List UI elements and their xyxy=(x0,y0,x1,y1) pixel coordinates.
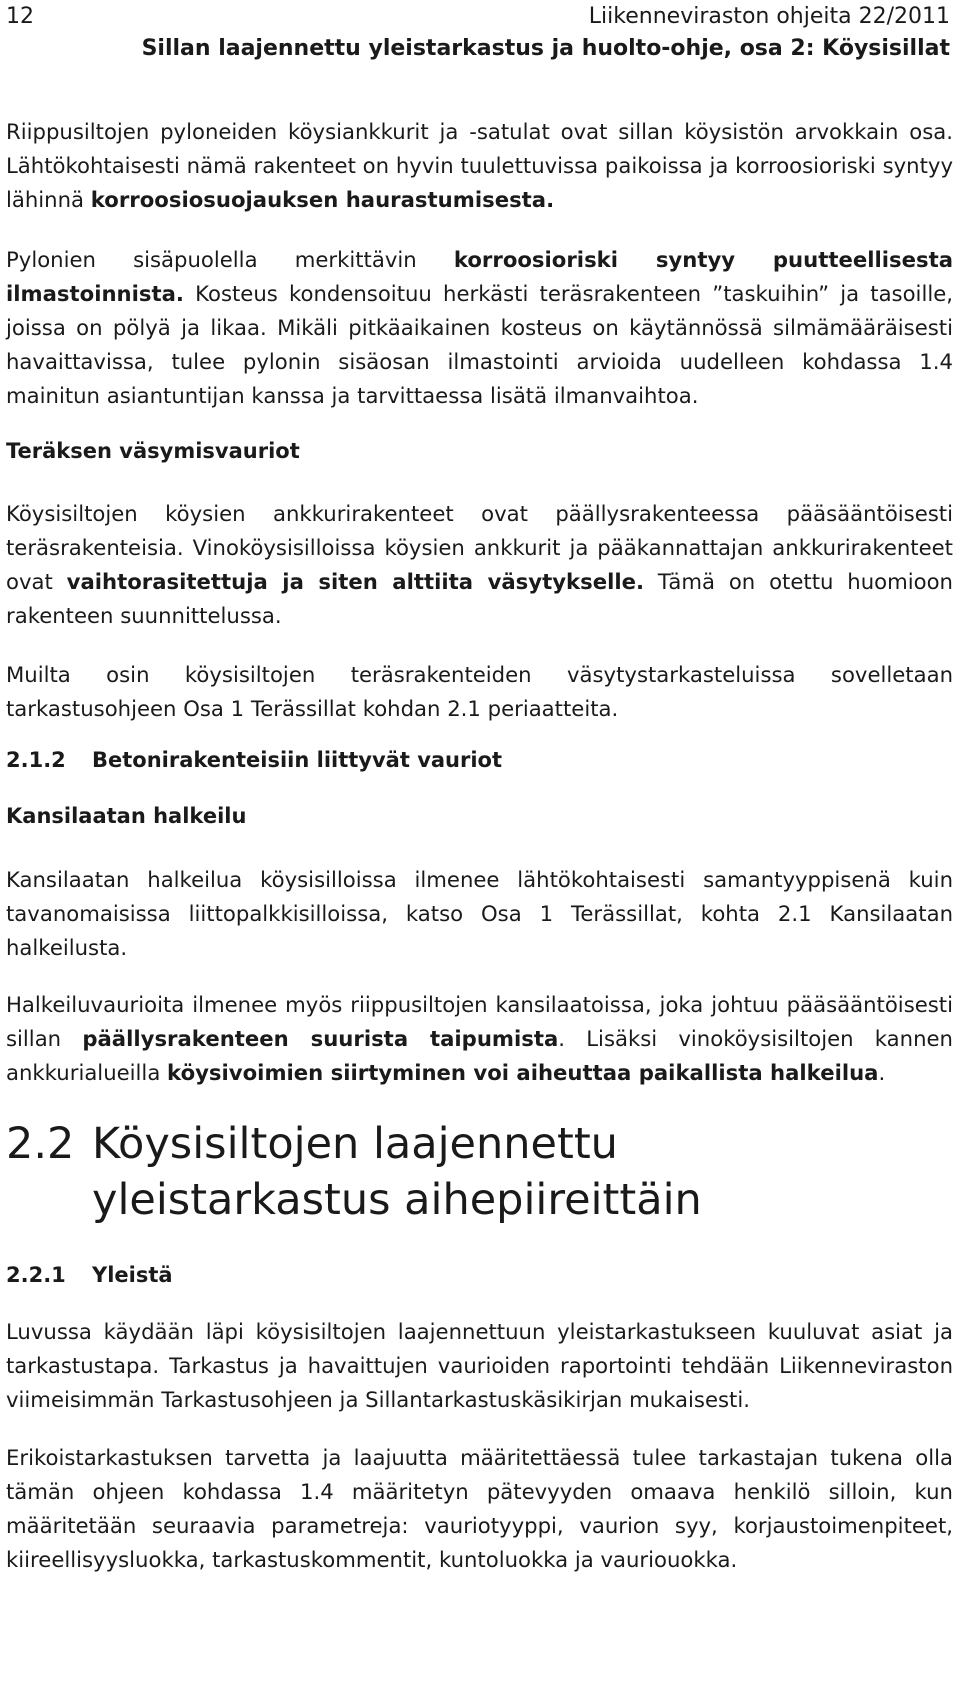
section-title: Köysisiltojen laajennettu yleistarkastus aihepiireittäin xyxy=(92,1119,702,1225)
emphasis-text: päällysrakenteen suurista taipumista xyxy=(82,1026,559,1051)
paragraph-pylon-anchors xyxy=(6,115,953,217)
emphasis-text: korroosiosuojauksen haurastumisesta. xyxy=(90,187,555,212)
text-run: . xyxy=(878,1060,886,1085)
paragraph-chapter-intro: Luvussa käydään läpi köysisiltojen laajennettuun yleistarkastukseen kuuluvat asiat ja tarkastustapa. Tarkastus ja havaittujen vaurioiden raportointi tehdään Liikenneviraston viimeisimmän Tarkastusohjeen ja Sillantarkastuskäsikirjan mukaisesti. xyxy=(6,1319,953,1412)
page-number: 12 xyxy=(6,4,34,29)
document-title: Sillan laajennettu yleistarkastus ja huolto-ohje, osa 2: Köysisillat xyxy=(141,36,950,61)
emphasis-text: korroosioriski syntyy puutteellisesta ilmastoinnista. xyxy=(6,247,953,306)
subheading-fatigue-damage: Teräksen väsymisvauriot xyxy=(6,439,300,463)
paragraph-pylon-interior xyxy=(6,243,953,413)
text-run: Riippusiltojen pyloneiden köysiankkurit ja -satulat ovat sillan köysistön arvokkain osa. Lähtökohtaisesti nämä rakenteet on hyvin tuulettuvissa paikoissa ja korroosioriski syntyy lähinnä xyxy=(6,119,953,212)
paragraph-steel-fatigue: Muilta osin köysisiltojen teräsrakenteiden väsytystarkasteluissa sovelletaan tarkastusohjeen Osa 1 Terässillat kohdan 2.1 periaatteita. xyxy=(6,662,953,721)
section-number: 2.2.1 xyxy=(6,1263,66,1287)
section-title: Betonirakenteisiin liittyvät vauriot xyxy=(92,748,503,772)
text-run: Pylonien sisäpuolella merkittävin xyxy=(6,247,454,272)
paragraph-cracking-damage xyxy=(6,988,953,1090)
section-title: Yleistä xyxy=(92,1263,173,1287)
section-number: 2.1.2 xyxy=(6,748,66,772)
text-run: Halkeiluvaurioita ilmenee myös riippusiltojen kansilaatoissa, joka johtuu pääsääntöisesti sillan xyxy=(6,992,953,1051)
text-run: . Lisäksi vinoköysisiltojen kannen ankkurialueilla xyxy=(6,1026,953,1085)
section-heading-2-1-2 xyxy=(6,748,502,772)
section-heading-2-2 xyxy=(6,1116,946,1228)
paragraph-special-inspection: Erikoistarkastuksen tarvetta ja laajuutta määritettäessä tulee tarkastajan tukena olla tämän ohjeen kohdassa 1.4 määritetyn pätevyyden omaava henkilö silloin, kun määritetään seuraavia parametreja: vauriotyyppi, vaurion syy, korjaustoimenpiteet, kiireellisyysluokka, tarkastuskommentit, kuntoluokka ja vauriouokka. xyxy=(6,1445,953,1572)
text-run: Köysisiltojen köysien ankkurirakenteet ovat päällysrakenteessa pääsääntöisesti teräsrakenteisia. Vinoköysisilloissa köysien ankkurit ja pääkannattajan ankkurirakenteet ovat xyxy=(6,501,953,594)
text-run: Tämä on otettu huomioon rakenteen suunnittelussa. xyxy=(6,569,953,628)
paragraph-anchor-structures xyxy=(6,497,953,633)
subheading-deck-cracking: Kansilaatan halkeilu xyxy=(6,804,247,828)
emphasis-text: vaihtorasitettuja ja siten alttiita väsytykselle. xyxy=(66,569,645,594)
section-heading-2-2-1 xyxy=(6,1263,173,1287)
section-number: 2.2 xyxy=(6,1119,75,1169)
paragraph-deck-cracking: Kansilaatan halkeilua köysisilloissa ilmenee lähtökohtaisesti samantyyppisenä kuin tavanomaisissa liittopalkkisilloissa, katso Osa 1 Terässillat, kohta 2.1 Kansilaatan halkeilusta. xyxy=(6,867,953,960)
publication-title: Liikenneviraston ohjeita 22/2011 xyxy=(588,4,950,29)
emphasis-text: köysivoimien siirtyminen voi aiheuttaa paikallista halkeilua xyxy=(167,1060,879,1085)
text-run: Kosteus kondensoituu herkästi teräsrakenteen ”taskuihin” ja tasoille, joissa on pölyä ja likaa. Mikäli pitkäaikainen kosteus on käytännössä silmämääräisesti havaittavissa, tulee pylonin sisäosan ilmastointi arvioida uudelleen kohdassa 1.4 mainitun asiantuntijan kanssa ja tarvittaessa lisätä ilmanvaihtoa. xyxy=(6,281,953,408)
